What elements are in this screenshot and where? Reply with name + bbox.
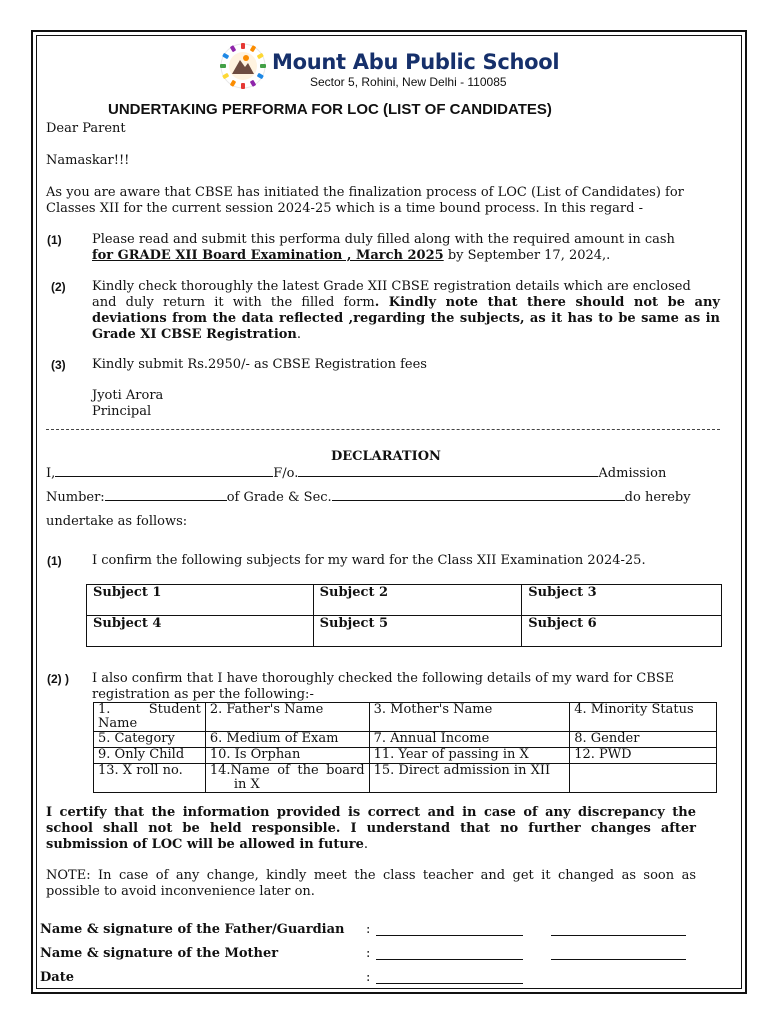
point-3-text: Kindly submit Rs.2950/- as CBSE Registration fees bbox=[92, 357, 427, 372]
point-1-number: (1) bbox=[47, 233, 62, 247]
certify-line-3 bbox=[46, 837, 368, 853]
point-3-number: (3) bbox=[51, 358, 66, 372]
mother-name-line[interactable] bbox=[376, 959, 523, 960]
undertake-text: undertake as follows: bbox=[46, 514, 188, 529]
point-1-line-1: Please read and submit this performa duly filled along with the required amount in cash bbox=[92, 232, 675, 247]
table-row bbox=[94, 732, 717, 748]
signatory-name: Jyoti Arora bbox=[92, 388, 164, 403]
subject-2-cell[interactable]: Subject 2 bbox=[313, 585, 522, 616]
point-2-line-4 bbox=[92, 327, 301, 343]
cell-text: Student bbox=[148, 702, 201, 717]
admission-number-blank[interactable] bbox=[105, 500, 227, 501]
father-signature-line[interactable] bbox=[551, 935, 686, 936]
subject-4-cell[interactable]: Subject 4 bbox=[87, 616, 314, 647]
certify-line-2-text: school shall not be held responsible. I understand that no further changes after bbox=[46, 821, 696, 836]
subject-3-cell[interactable]: Subject 3 bbox=[522, 585, 722, 616]
gender-cell: 8. Gender bbox=[570, 732, 717, 748]
cell-text: 14.Name of the board bbox=[209, 763, 365, 778]
school-address: Sector 5, Rohini, New Delhi - 110085 bbox=[310, 75, 507, 89]
point-2-line-3 bbox=[92, 311, 720, 327]
page-title: UNDERTAKING PERFORMA FOR LOC (LIST OF CANDIDATES) bbox=[108, 101, 552, 118]
income-cell: 7. Annual Income bbox=[369, 732, 570, 748]
father-name-blank[interactable] bbox=[298, 476, 598, 477]
table-row bbox=[94, 703, 717, 732]
name-blank[interactable] bbox=[55, 476, 273, 477]
confirm-1-number: (1) bbox=[47, 554, 62, 568]
point-1-tail: by September 17, 2024,. bbox=[443, 248, 611, 263]
subjects-table bbox=[86, 584, 722, 647]
mother-signature-label: Name & signature of the Mother bbox=[40, 946, 279, 961]
year-passing-cell: 11. Year of passing in X bbox=[369, 748, 570, 764]
school-logo-icon bbox=[218, 41, 268, 91]
confirm-1-text: I confirm the following subjects for my ward for the Class XII Examination 2024-25. bbox=[92, 553, 646, 568]
date-line[interactable] bbox=[376, 983, 523, 984]
grade-label: of Grade & Sec. bbox=[226, 490, 332, 505]
mother-name-cell: 3. Mother's Name bbox=[369, 703, 570, 732]
point-1-line-2 bbox=[92, 248, 610, 264]
confirm-2-line-2: registration as per the following:- bbox=[92, 687, 314, 702]
minority-status-cell: 4. Minority Status bbox=[570, 703, 717, 732]
salutation: Dear Parent bbox=[46, 121, 126, 136]
point-2-line-4-text: Grade XI CBSE Registration bbox=[92, 327, 297, 342]
medium-cell: 6. Medium of Exam bbox=[205, 732, 369, 748]
board-name-cell bbox=[205, 764, 369, 793]
details-table bbox=[93, 702, 717, 793]
cell-number: 1. bbox=[98, 702, 111, 717]
admission-label: Admission bbox=[598, 466, 667, 481]
table-row bbox=[94, 748, 717, 764]
certify-line-1 bbox=[46, 805, 696, 821]
declaration-heading: DECLARATION bbox=[331, 449, 441, 464]
subject-6-cell[interactable]: Subject 6 bbox=[522, 616, 722, 647]
number-label: Number: bbox=[46, 490, 105, 505]
father-signature-label: Name & signature of the Father/Guardian bbox=[40, 922, 345, 937]
colon: : bbox=[366, 946, 371, 961]
category-cell: 5. Category bbox=[94, 732, 206, 748]
table-row bbox=[87, 585, 722, 616]
declaration-line-1 bbox=[46, 466, 666, 482]
certify-line-2 bbox=[46, 821, 696, 837]
confirm-2-number: (2) ) bbox=[47, 672, 69, 686]
declaration-line-2 bbox=[46, 490, 691, 506]
subject-5-cell[interactable]: Subject 5 bbox=[313, 616, 522, 647]
cell-text: in X bbox=[233, 777, 260, 792]
grade-sec-blank[interactable] bbox=[332, 500, 625, 501]
student-name-cell bbox=[94, 703, 206, 732]
table-row bbox=[87, 616, 722, 647]
certify-line-3-text: submission of LOC will be allowed in future bbox=[46, 837, 364, 852]
note-line-1 bbox=[46, 868, 696, 884]
point-2-line-4-end: . bbox=[296, 327, 302, 342]
point-2-line-2a: and duly return it with the filled form bbox=[92, 295, 375, 310]
cell-text: Name bbox=[98, 716, 138, 731]
point-2-line-2b: . Kindly note that there should not be any bbox=[374, 295, 720, 310]
intro-line-2: Classes XII for the current session 2024-25 which is a time bound process. In this regard - bbox=[46, 201, 643, 216]
confirm-2-line-1: I also confirm that I have thoroughly checked the following details of my ward for CBSE bbox=[92, 671, 675, 686]
hereby-label: do hereby bbox=[624, 490, 691, 505]
empty-cell bbox=[570, 764, 717, 793]
school-name: Mount Abu Public School bbox=[272, 50, 560, 74]
note-line-1-text: NOTE: In case of any change, kindly meet the class teacher and get it changed as soon as bbox=[46, 868, 696, 883]
mother-signature-line[interactable] bbox=[551, 959, 686, 960]
point-2-line-2 bbox=[92, 295, 720, 311]
colon: : bbox=[366, 922, 371, 937]
roll-no-cell: 13. X roll no. bbox=[94, 764, 206, 793]
table-row bbox=[94, 764, 717, 793]
point-2-line-3-text: deviations from the data reflected ,regarding the subjects, as it has to be same as in bbox=[92, 311, 720, 326]
father-name-cell: 2. Father's Name bbox=[205, 703, 369, 732]
orphan-cell: 10. Is Orphan bbox=[205, 748, 369, 764]
father-name-line[interactable] bbox=[376, 935, 523, 936]
date-label: Date bbox=[40, 970, 74, 985]
divider-dashed bbox=[46, 429, 720, 430]
certify-end: . bbox=[363, 837, 369, 852]
i-label: I, bbox=[46, 466, 56, 481]
greeting: Namaskar!!! bbox=[46, 153, 130, 168]
note-line-2: possible to avoid inconvenience later on. bbox=[46, 884, 315, 899]
point-2-number: (2) bbox=[51, 280, 66, 294]
point-2-line-1: Kindly check thoroughly the latest Grade XII CBSE registration details which are enclosed bbox=[92, 279, 691, 294]
colon: : bbox=[366, 970, 371, 985]
direct-admission-cell: 15. Direct admission in XII bbox=[369, 764, 570, 793]
only-child-cell: 9. Only Child bbox=[94, 748, 206, 764]
point-1-bold: for GRADE XII Board Examination , March 2025 bbox=[92, 248, 444, 263]
subject-1-cell[interactable]: Subject 1 bbox=[87, 585, 314, 616]
fo-label: F/o. bbox=[273, 466, 299, 481]
intro-line-1: As you are aware that CBSE has initiated the finalization process of LOC (List of Candidates) for bbox=[46, 185, 684, 200]
signatory-title: Principal bbox=[92, 404, 152, 419]
pwd-cell: 12. PWD bbox=[570, 748, 717, 764]
certify-line-1-text: I certify that the information provided is correct and in case of any discrepancy the bbox=[46, 805, 696, 820]
